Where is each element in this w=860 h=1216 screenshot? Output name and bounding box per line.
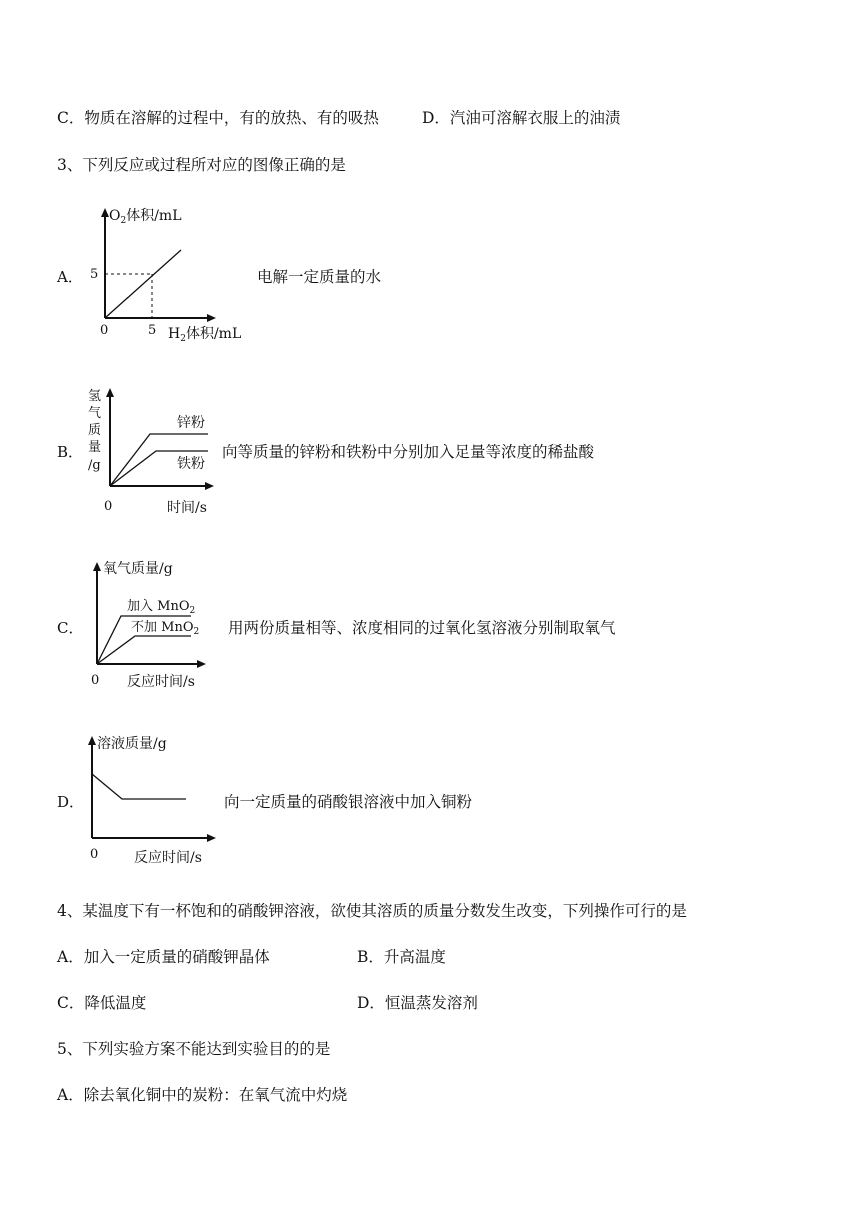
- q3-a-ylabel: $O_2$体积/mL: [109, 208, 182, 226]
- q3-option-d-graph: [82, 728, 227, 868]
- q3-b-series-zinc: 锌粉: [177, 415, 205, 431]
- q3-option-c-description: 用两份质量相等、浓度相同的过氧化氢溶液分别制取氧气: [228, 619, 616, 637]
- q3-b-ylabel: [88, 389, 101, 473]
- q3-a-ytick: 5: [90, 267, 99, 282]
- q4-option-b: B．升高温度: [357, 948, 446, 966]
- q3-option-a-graph: [85, 200, 265, 345]
- q3-option-d-description: 向一定质量的硝酸银溶液中加入铜粉: [224, 793, 473, 811]
- q2-option-d: D．汽油可溶解衣服上的油渍: [422, 109, 621, 127]
- q3-c-origin: 0: [91, 673, 100, 688]
- q3-a-xlabel: $H_2$体积/mL: [168, 326, 242, 344]
- q3-c-xlabel: 反应时间/s: [127, 674, 195, 690]
- q3-b-series-iron: 铁粉: [177, 456, 205, 472]
- q3-option-c-graph: [85, 552, 225, 692]
- q4-option-a: A．加入一定质量的硝酸钾晶体: [57, 948, 270, 966]
- q5-stem: 5、下列实验方案不能达到实验目的的是: [57, 1040, 331, 1058]
- svg-text:质: 质: [88, 423, 102, 438]
- q3-d-xlabel: 反应时间/s: [134, 850, 202, 866]
- q5-option-a: A．除去氧化铜中的炭粉：在氧气流中灼烧: [57, 1086, 348, 1104]
- q3-b-xlabel: 时间/s: [167, 500, 207, 516]
- q3-option-a-description: 电解一定质量的水: [257, 268, 382, 286]
- q4-stem: 4、某温度下有一杯饱和的硝酸钾溶液，欲使其溶质的质量分数发生改变，下列操作可行的是: [57, 902, 687, 920]
- q3-a-origin: 0: [100, 323, 109, 338]
- q3-c-ylabel: 氧气质量/g: [103, 561, 173, 577]
- q3-c-series-with-mno2: 加入 MnO$_2$: [127, 599, 196, 616]
- q3-c-series-without-mno2: 不加 MnO$_2$: [131, 620, 200, 637]
- svg-text:氢: 氢: [88, 389, 102, 404]
- q3-b-origin: 0: [104, 499, 113, 514]
- q4-option-d: D．恒温蒸发溶剂: [357, 994, 478, 1012]
- svg-text:量: 量: [88, 440, 102, 455]
- svg-text:/g: /g: [88, 458, 101, 473]
- q3-option-c-letter: C．: [57, 619, 84, 637]
- q3-option-b-letter: B．: [57, 443, 84, 461]
- q3-d-origin: 0: [90, 847, 99, 862]
- q3-option-d-letter: D．: [57, 793, 85, 811]
- q3-d-ylabel: 溶液质量/g: [97, 736, 167, 752]
- q3-option-a-letter: A．: [57, 268, 83, 286]
- q3-option-b-description: 向等质量的锌粉和铁粉中分别加入足量等浓度的稀盐酸: [222, 443, 595, 461]
- svg-text:气: 气: [88, 406, 102, 421]
- q4-option-c: C．降低温度: [57, 994, 147, 1012]
- q3-a-xtick: 5: [148, 323, 157, 338]
- q3-option-b-graph: [82, 380, 232, 520]
- q2-option-c: C．物质在溶解的过程中，有的放热、有的吸热: [57, 109, 379, 127]
- q3-stem: 3、下列反应或过程所对应的图像正确的是: [57, 156, 346, 174]
